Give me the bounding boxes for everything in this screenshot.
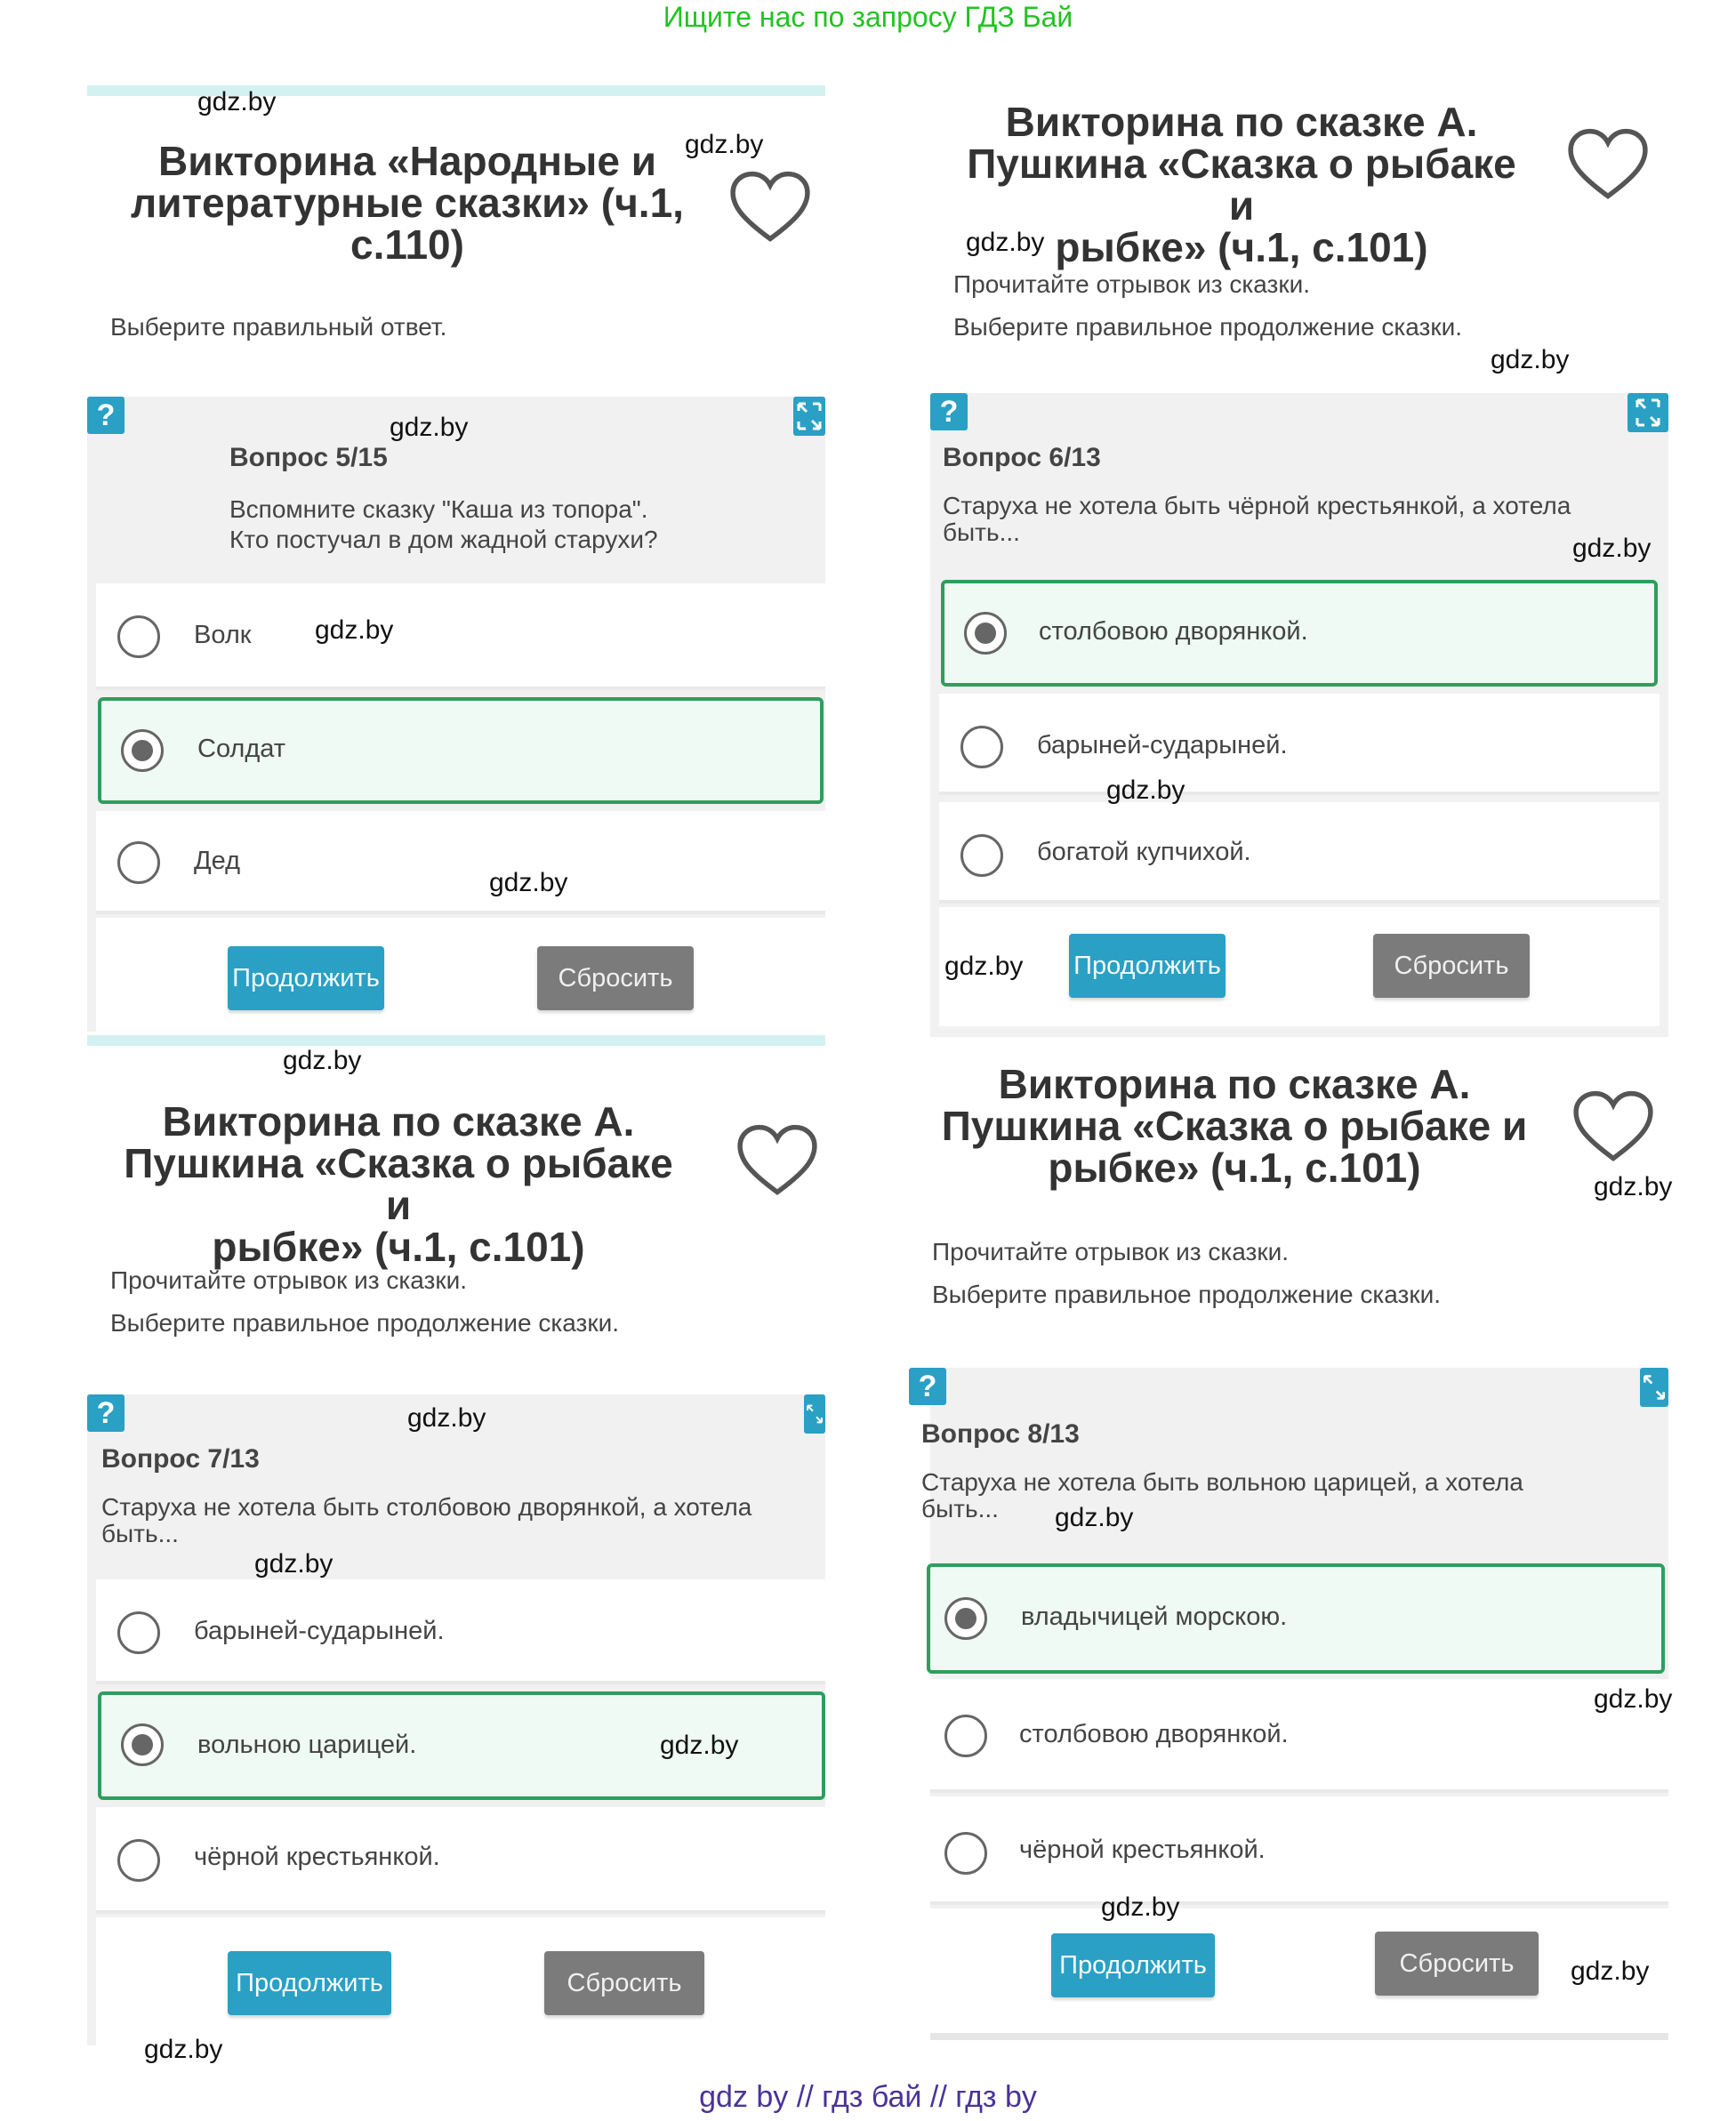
instruction-line: Прочитайте отрывок из сказки. [110,1266,467,1294]
help-button[interactable]: ? [87,1394,125,1432]
instruction-line: Прочитайте отрывок из сказки. [932,1238,1289,1265]
radio-button[interactable] [960,726,1003,768]
button-bar [96,1917,825,2045]
question-line: быть... [943,518,1020,546]
title-line: рыбке» (ч.1, с.101) [212,1224,585,1270]
watermark: gdz.by [944,952,1024,981]
watermark: gdz.by [489,868,568,897]
question-line: Старуха не хотела быть столбовою дворянкой, а хотела [101,1493,752,1521]
watermark: gdz.by [1055,1503,1134,1532]
answer-option[interactable] [96,583,825,690]
watermark: gdz.by [1572,534,1652,563]
favorite-heart-icon[interactable] [736,1124,818,1197]
answer-option-selected[interactable] [98,697,824,804]
option-label: Волк [194,621,252,649]
question-line: быть... [921,1495,999,1522]
option-label: богатой купчихой. [1037,838,1251,866]
option-label: вольною царицей. [197,1731,417,1759]
answer-option[interactable] [939,694,1660,795]
question-number: Вопрос 5/15 [229,443,388,472]
title-line: Пушкина «Сказка о рыбаке и [124,1140,673,1228]
option-label: столбовою дворянкой. [1019,1720,1289,1748]
quiz-title [123,138,692,268]
question-line: Кто постучал в дом жадной старухи? [229,526,658,553]
question-card [930,393,1668,1037]
favorite-heart-icon[interactable] [1572,1090,1654,1163]
answer-option[interactable] [96,1579,825,1684]
question-text [921,1467,1651,1524]
panel-bottom-divider [87,1035,825,1046]
question-number: Вопрос 8/13 [921,1419,1080,1449]
question-number: Вопрос 7/13 [101,1444,260,1474]
quiz-panel-4 [918,1046,1668,2054]
favorite-heart-icon[interactable] [1567,128,1649,201]
question-line: быть... [101,1520,179,1547]
title-line: Викторина по сказке А. [1005,99,1478,145]
watermark: gdz.by [315,615,394,645]
instruction-line: Выберите правильное продолжение сказки. [932,1281,1442,1308]
radio-button-checked[interactable] [121,1723,164,1766]
watermark: gdz.by [283,1046,362,1075]
radio-button[interactable] [944,1715,987,1757]
title-line: Викторина по сказке А. [162,1098,635,1145]
quiz-title [932,1061,1537,1191]
watermark: gdz.by [390,413,469,442]
answer-option[interactable] [96,811,825,914]
title-line: Викторина «Народные и [158,138,656,184]
question-card [87,1394,825,2045]
watermark: gdz.by [1571,1956,1650,1986]
answer-option[interactable] [930,1796,1668,1905]
quiz-title [114,1098,683,1270]
quiz-instructions [953,263,1647,349]
reset-button[interactable]: Сбросить [537,946,694,1010]
fullscreen-icon[interactable] [793,397,825,436]
watermark: gdz.by [1106,775,1185,805]
option-label: чёрной крестьянкой. [194,1843,440,1871]
button-bar [96,918,825,1032]
button-bar [939,907,1660,1026]
instruction-line: Прочитайте отрывок из сказки. [953,270,1310,298]
continue-button[interactable]: Продолжить [1051,1933,1215,1997]
reset-button[interactable]: Сбросить [544,1951,704,2015]
title-line: с.110) [350,221,464,268]
question-text [229,494,799,555]
question-card [87,397,825,1032]
quiz-instructions [110,306,786,349]
panel-bottom-divider [930,2033,1668,2040]
option-label: столбовою дворянкой. [1039,617,1308,646]
answer-option[interactable] [96,1807,825,1914]
radio-button[interactable] [117,615,160,658]
help-button[interactable]: ? [87,397,125,434]
watermark: gdz.by [966,228,1045,257]
site-footer-banner: gdz by // гдз бай // гдз by [699,2080,1037,2114]
answer-option-selected[interactable] [941,580,1658,687]
help-button[interactable]: ? [909,1368,946,1405]
radio-button[interactable] [117,1611,160,1654]
watermark: gdz.by [1594,1684,1673,1714]
watermark: gdz.by [1101,1892,1180,1922]
radio-button-checked[interactable] [121,729,164,772]
watermark: gdz.by [1491,345,1570,374]
reset-button[interactable]: Сбросить [1375,1932,1539,1996]
option-label: владычицей морскою. [1021,1603,1288,1631]
watermark: gdz.by [1594,1172,1673,1201]
option-label: барыней-сударыней. [194,1617,445,1645]
radio-button-checked[interactable] [944,1597,987,1640]
fullscreen-icon[interactable] [804,1394,825,1434]
question-line: Старуха не хотела быть вольною царицей, а хотела [921,1468,1523,1496]
radio-button-checked[interactable] [964,612,1007,655]
watermark: gdz.by [197,87,277,116]
question-line: Старуха не хотела быть чёрной крестьянкой, а хотела [943,492,1571,519]
fullscreen-icon[interactable] [1628,393,1668,432]
answer-option[interactable] [939,802,1660,904]
option-label: барыней-сударыней. [1037,731,1288,759]
title-line: Викторина по сказке А. [998,1061,1471,1107]
continue-button[interactable]: Продолжить [228,1951,391,2015]
title-line: литературные сказки» (ч.1, [131,180,684,226]
title-line: рыбке» (ч.1, с.101) [1048,1145,1421,1191]
question-number: Вопрос 6/13 [943,443,1101,472]
question-line: Вспомните сказку "Каша из топора". [229,495,648,523]
question-card [918,1368,1668,2021]
answer-option-selected[interactable] [927,1563,1665,1674]
favorite-heart-icon[interactable] [729,171,811,244]
answer-option[interactable] [930,1679,1668,1793]
continue-button[interactable]: Продолжить [228,946,384,1010]
question-text [943,491,1654,548]
radio-button[interactable] [117,841,160,884]
question-text [101,1492,825,1549]
search-hint-banner: Ищите нас по запросу ГДЗ Бай [663,1,1073,33]
instruction-line: Выберите правильное продолжение сказки. [953,313,1463,341]
title-line: Пушкина «Сказка о рыбаке и [941,1103,1528,1149]
watermark: gdz.by [685,130,764,159]
button-bar [930,1908,1668,2021]
watermark: gdz.by [144,2035,223,2064]
quiz-panel-3 [87,1058,825,2054]
radio-button[interactable] [117,1839,160,1882]
continue-button[interactable]: Продолжить [1069,934,1226,998]
instruction-line: Выберите правильное продолжение сказки. [110,1309,620,1337]
quiz-instructions [932,1231,1644,1316]
option-label: Солдат [197,735,286,763]
radio-button[interactable] [960,834,1003,877]
radio-button[interactable] [944,1832,987,1875]
watermark: gdz.by [407,1403,486,1433]
watermark: gdz.by [660,1731,739,1760]
instruction-line: Выберите правильный ответ. [110,313,447,341]
title-line: Пушкина «Сказка о рыбаке и [967,141,1516,229]
quiz-panel-1 [87,85,825,1046]
help-button[interactable]: ? [930,393,968,430]
title-line: рыбке» (ч.1, с.101) [1055,224,1428,270]
watermark: gdz.by [254,1549,334,1579]
fullscreen-icon[interactable] [1640,1368,1668,1407]
option-label: чёрной крестьянкой. [1019,1836,1266,1864]
option-label: Дед [194,847,241,875]
quiz-instructions [110,1259,804,1345]
reset-button[interactable]: Сбросить [1373,934,1530,998]
